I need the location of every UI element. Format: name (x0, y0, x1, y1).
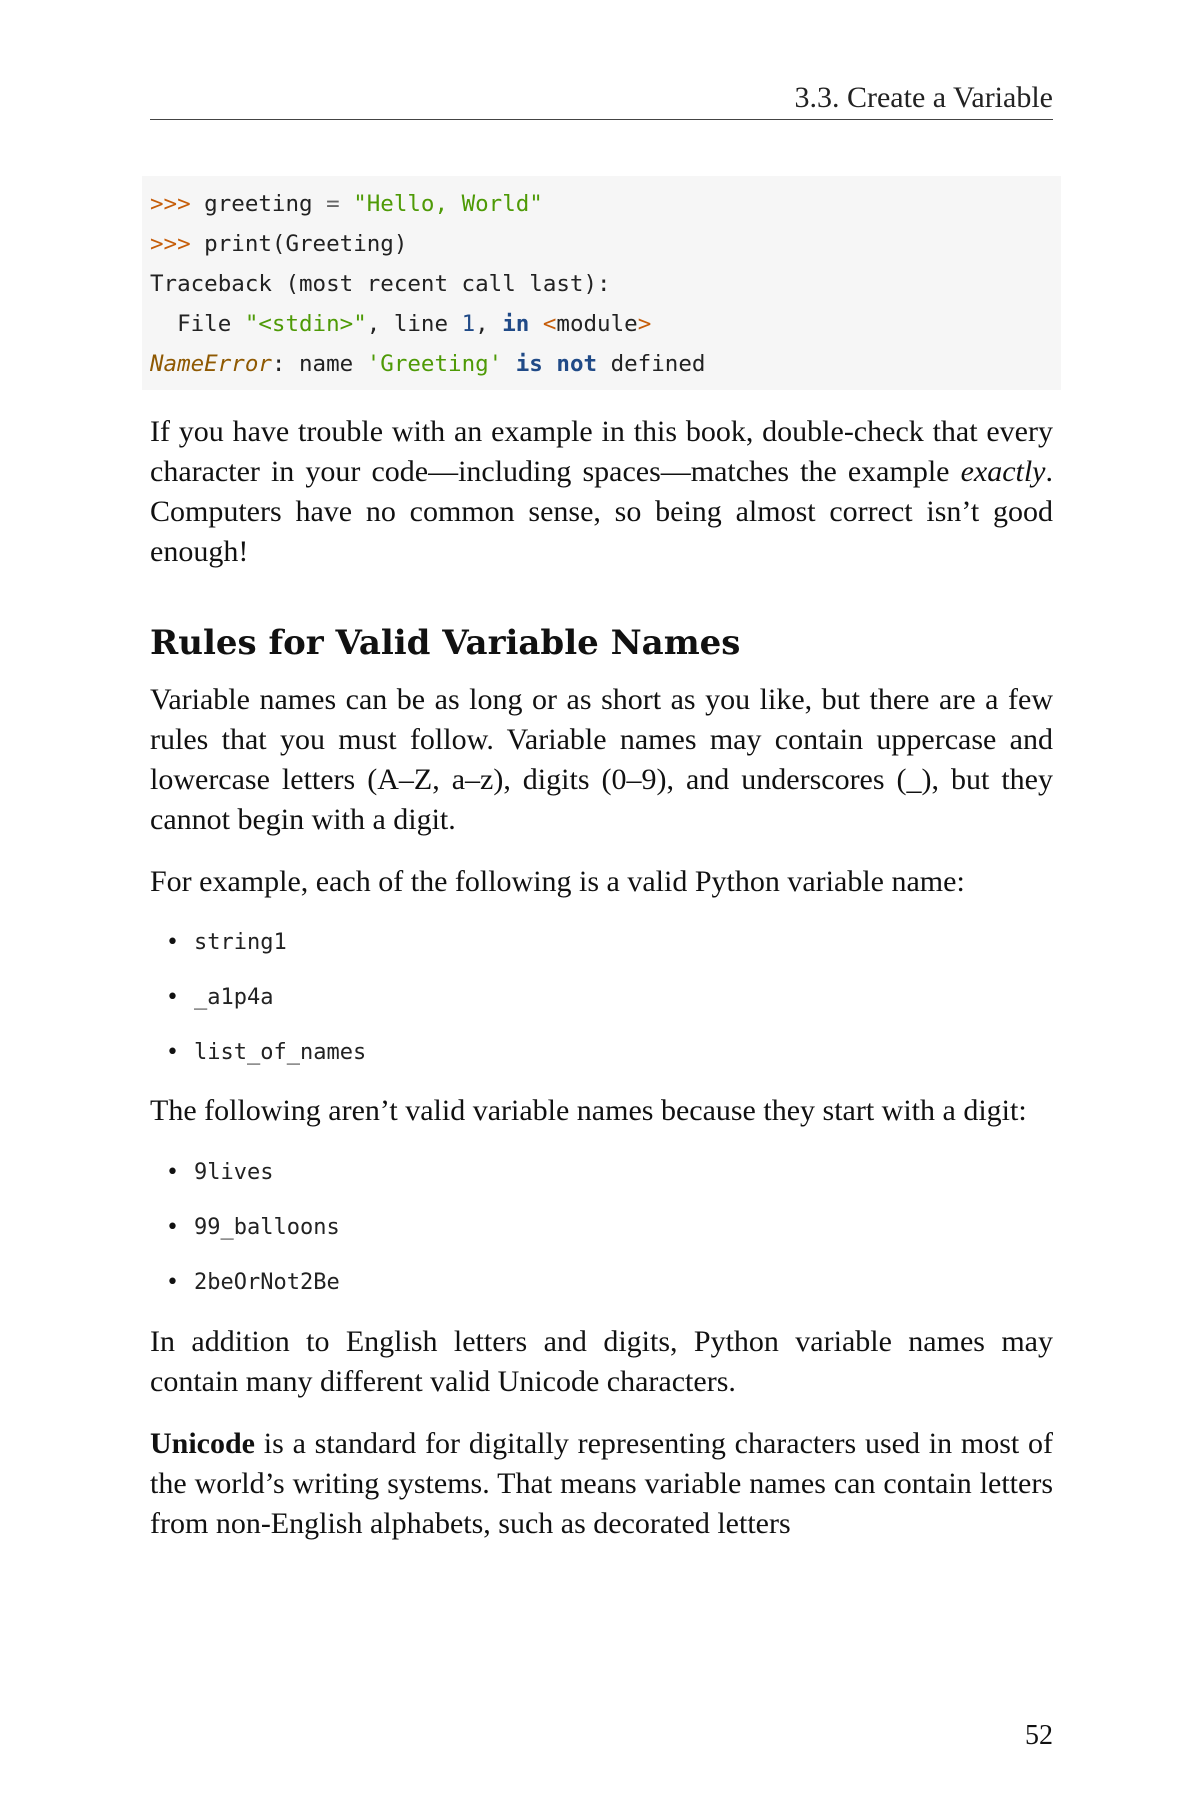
code-keyword: in (502, 311, 530, 337)
paragraph-unicode (150, 1424, 1053, 1544)
paragraph-text: If you have trouble with an example in this book, double-check that every character in your code—including spaces—matches the example (150, 415, 1053, 488)
bullet-icon: • (166, 1270, 179, 1295)
paragraph-valid-intro: For example, each of the following is a valid Python variable name: (150, 865, 965, 898)
emphasis-exactly: exactly (960, 455, 1046, 488)
paragraph-text: . Computers have no common sense, so being almost correct isn’t good enough! (150, 455, 1053, 568)
header-rule (150, 119, 1053, 120)
bullet-icon: • (166, 1040, 179, 1065)
list-item (150, 1153, 1053, 1208)
code-number: 1 (461, 311, 476, 337)
code-bracket: > (637, 311, 652, 337)
variable-name: 99_balloons (194, 1215, 340, 1240)
variable-name: string1 (194, 930, 287, 955)
code-variable: greeting (190, 191, 327, 217)
paragraph-text: is a standard for digitally representing characters used in most of the world’s writing systems. That means variable names can contain letters from non-English alphabets, such as decorated letters (150, 1427, 1053, 1540)
variable-name: 9lives (194, 1160, 274, 1185)
code-text: , (475, 311, 503, 337)
section-heading: Rules for Valid Variable Names (150, 623, 741, 663)
bullet-icon: • (166, 1160, 179, 1185)
code-line-5 (150, 344, 1053, 384)
page-content (150, 176, 1053, 1544)
bullet-icon: • (166, 985, 179, 1010)
variable-name: 2beOrNot2Be (194, 1270, 340, 1295)
code-text: , line (366, 311, 462, 337)
code-string: 'Greeting' (366, 351, 503, 377)
paragraph-trouble (150, 412, 1053, 572)
code-text (543, 351, 557, 377)
code-error-name: NameError (150, 351, 272, 377)
code-text: File (150, 311, 245, 337)
code-line-2 (150, 224, 1053, 264)
list-item (150, 978, 1053, 1033)
code-line-1 (150, 184, 1053, 224)
list-item (150, 1263, 1053, 1318)
invalid-names-list (150, 1153, 1053, 1318)
list-item (150, 923, 1053, 978)
running-header: 3.3. Create a Variable (794, 81, 1053, 114)
code-text: : name (271, 351, 367, 377)
page-number: 52 (1025, 1720, 1053, 1751)
repl-prompt: >>> (150, 191, 191, 217)
code-string: "Hello, World" (339, 191, 543, 217)
code-bracket: < (542, 311, 557, 337)
valid-names-list (150, 923, 1053, 1088)
code-text (502, 351, 516, 377)
code-line-3: Traceback (most recent call last): (150, 271, 611, 297)
code-keyword: not (556, 351, 598, 377)
code-text: defined (597, 351, 706, 377)
list-item (150, 1033, 1053, 1088)
code-call: print(Greeting) (190, 231, 408, 257)
code-operator: = (326, 191, 340, 217)
code-string: "<stdin>" (244, 311, 367, 337)
bullet-icon: • (166, 930, 179, 955)
variable-name: _a1p4a (194, 985, 274, 1010)
repl-prompt: >>> (150, 231, 191, 257)
bullet-icon: • (166, 1215, 179, 1240)
list-item (150, 1208, 1053, 1263)
code-keyword: is (515, 351, 543, 377)
code-block (142, 176, 1061, 390)
variable-name: list_of_names (194, 1040, 367, 1065)
term-unicode: Unicode (150, 1427, 255, 1460)
code-text: module (556, 311, 638, 337)
paragraph-invalid-intro: The following aren’t valid variable names because they start with a digit: (150, 1094, 1027, 1127)
paragraph-unicode-intro: In addition to English letters and digits, Python variable names may contain many different valid Unicode characters. (150, 1325, 1053, 1398)
code-text (529, 311, 543, 337)
paragraph-rules: Variable names can be as long or as short as you like, but there are a few rules that you must follow. Variable names may contain uppercase and lowercase letters (A–Z, a–z), digits (0–9), and underscores (_), but they cannot begin with a digit. (150, 683, 1053, 836)
code-line-4 (150, 304, 1053, 344)
